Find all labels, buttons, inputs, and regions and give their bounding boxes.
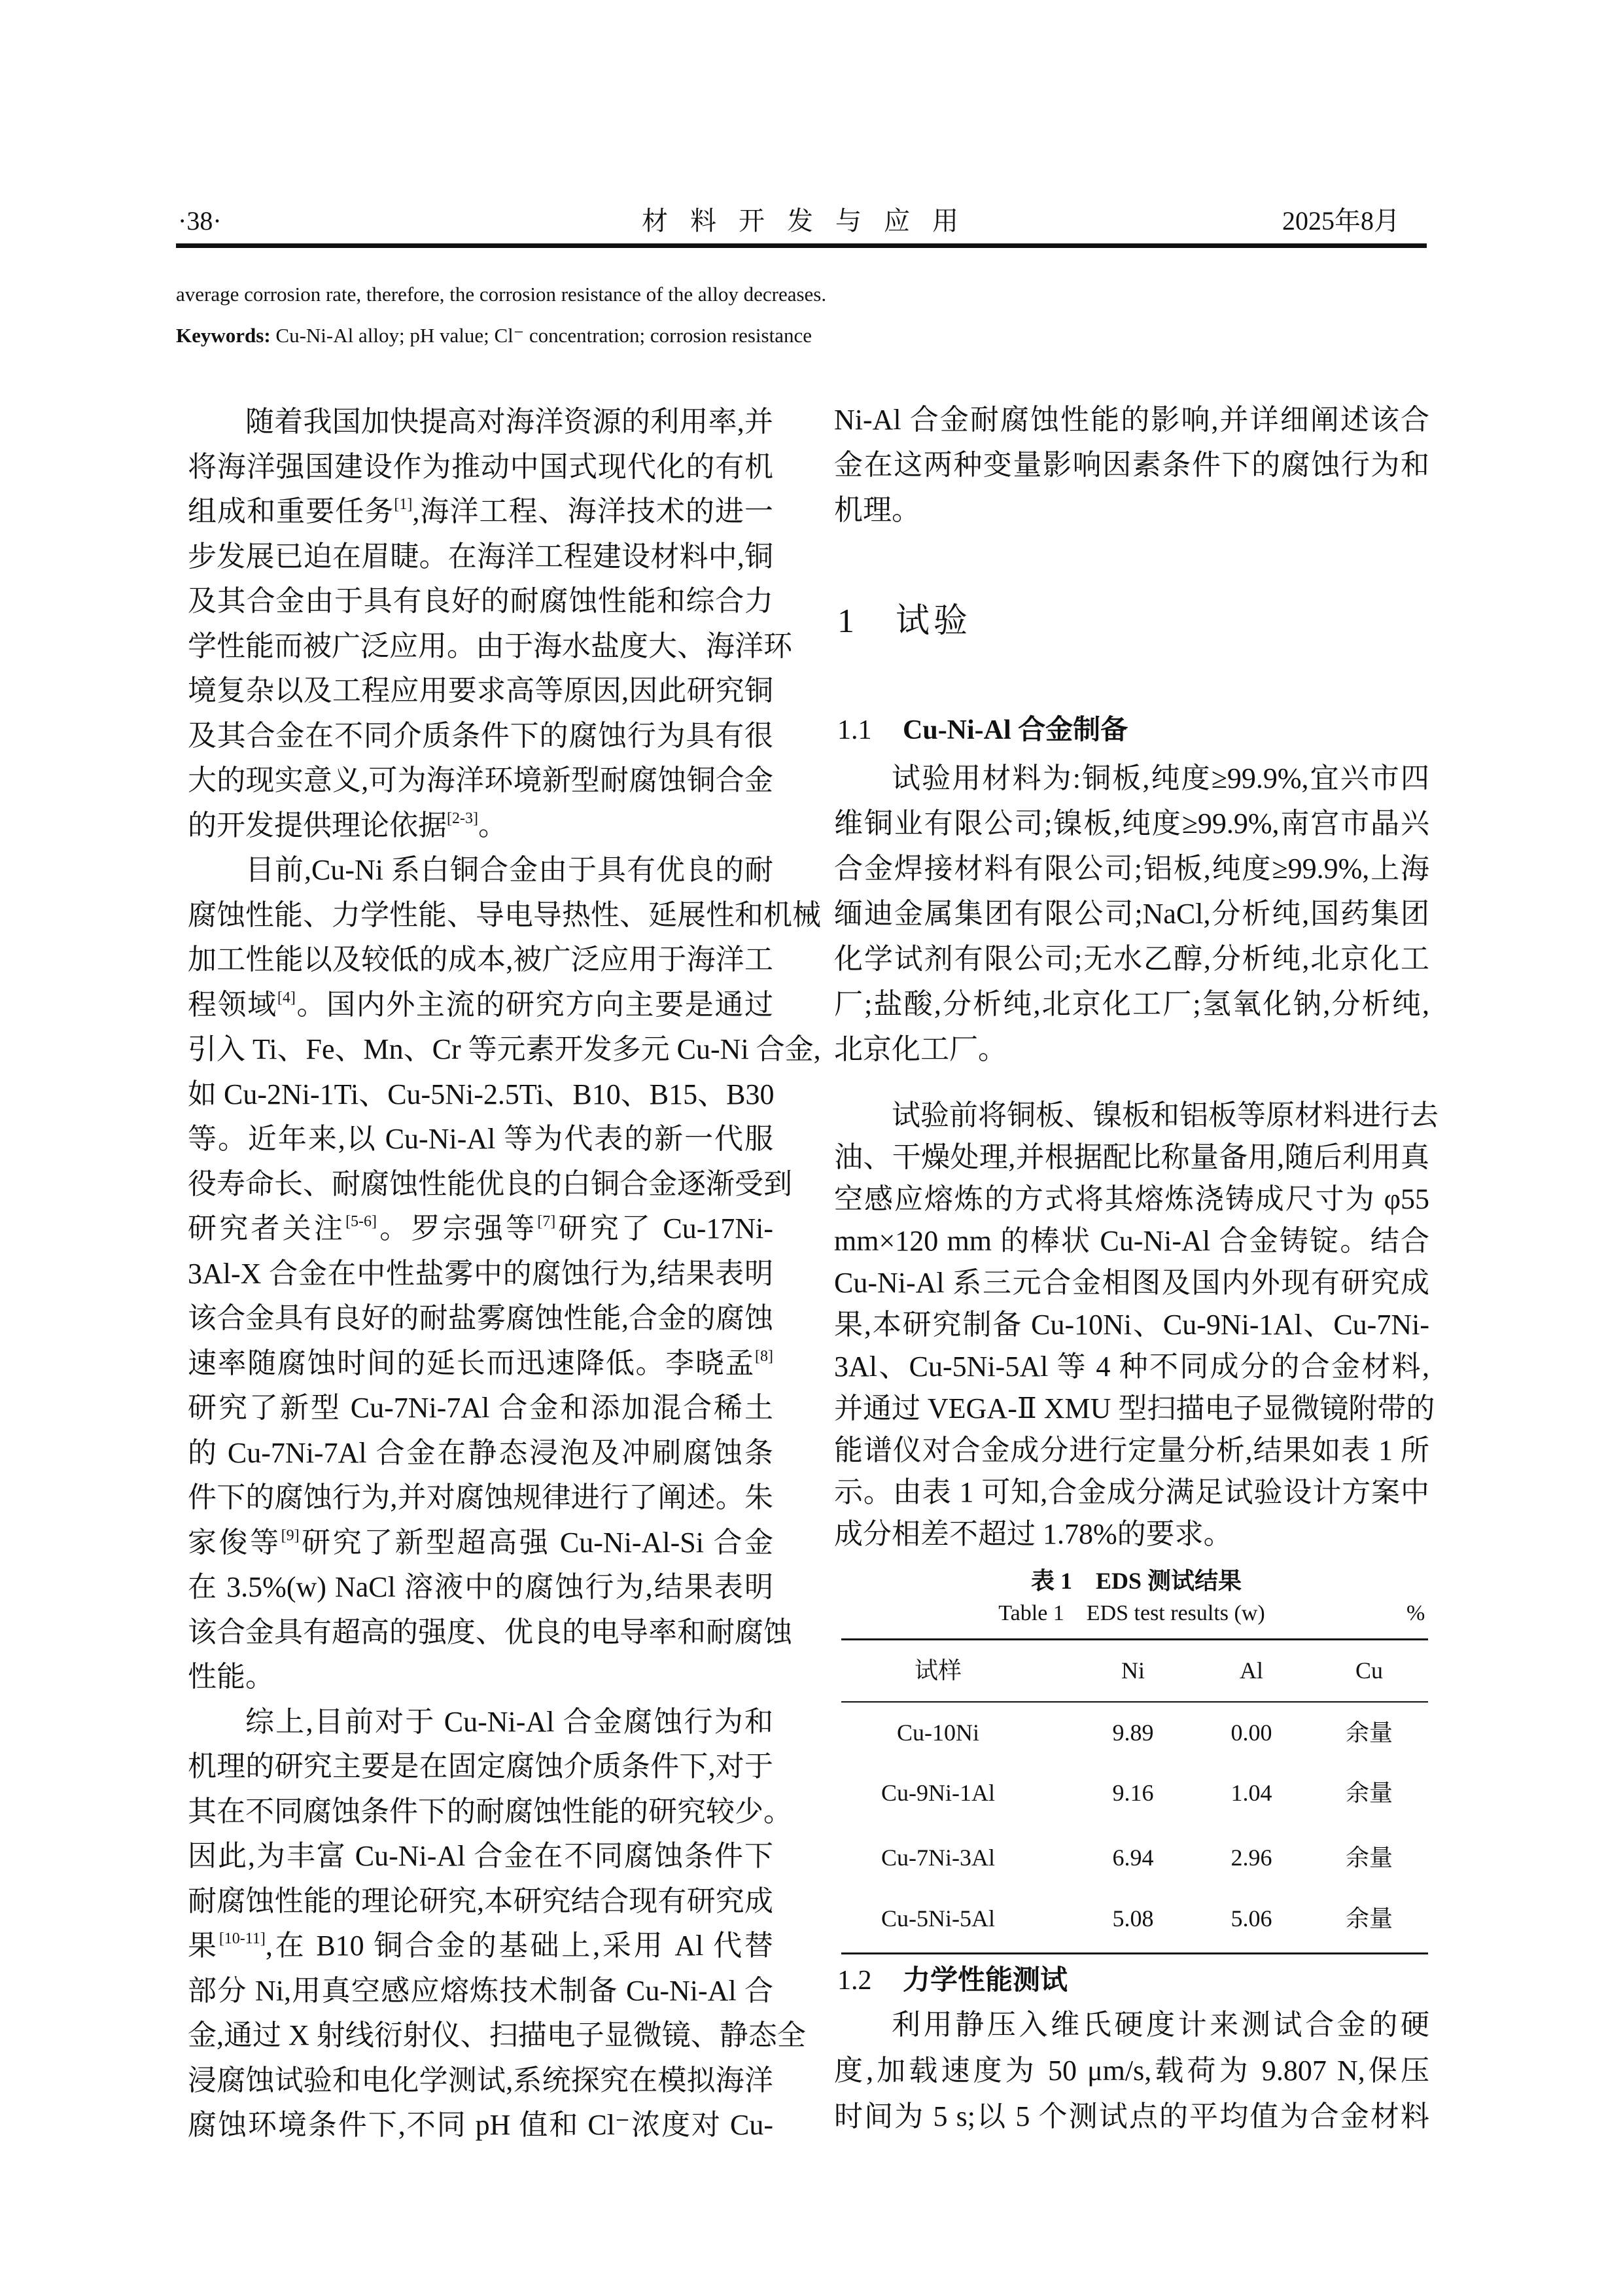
text-run: 加工性能以及较低的成本,被广泛应用于海洋工 (188, 944, 773, 976)
text-line (834, 1225, 1429, 1258)
text-line (188, 1481, 773, 1514)
text-line (834, 1434, 1429, 1467)
section-title: 力学性能测试 (903, 1966, 1068, 1996)
text-run: 随着我国加快提高对海洋资源的利用率,并 (245, 406, 773, 438)
section-1-2-heading (837, 1961, 1068, 2000)
text-run: mm×120 mm 的棒状 Cu-Ni-Al 合金铸锭。结合 (834, 1225, 1429, 1257)
table-cell: 5.08 (1112, 1905, 1154, 1932)
text-line (834, 1141, 1429, 1174)
table-cell: Cu-10Ni (897, 1720, 979, 1746)
table-cell: 余量 (1345, 1780, 1393, 1806)
table-caption-en: Table 1 EDS test results (w) (998, 1601, 1265, 1625)
citation-ref: [5-6] (345, 1213, 377, 1230)
text-run: 役寿命长、耐腐蚀性能优良的白铜合金逐渐受到 (188, 1167, 792, 1200)
text-run: 综上,目前对于 Cu-Ni-Al 合金腐蚀行为和 (245, 1705, 773, 1738)
text-line (188, 629, 792, 663)
text-line (188, 1437, 773, 1470)
text-run: 时间为 5 s;以 5 个测试点的平均值为合金材料 (834, 2100, 1429, 2132)
table-header-cell: Cu (1355, 1657, 1384, 1684)
text-run: 机理的研究主要是在固定腐蚀介质条件下,对于 (188, 1750, 773, 1782)
text-line (834, 2100, 1429, 2133)
text-run: 利用静压入维氏硬度计来测试合金的硬 (892, 2009, 1429, 2041)
table-cell: 余量 (1345, 1905, 1393, 1932)
page-number: ·38· (178, 206, 222, 236)
text-line (188, 1167, 792, 1201)
table-header-cell: Al (1240, 1657, 1263, 1684)
text-run: 程领域 (188, 988, 277, 1021)
text-line (834, 1518, 1429, 1551)
text-run: 等。近年来,以 Cu-Ni-Al 等为代表的新一代服 (188, 1123, 773, 1155)
table-bottom-rule (841, 1952, 1428, 1954)
keywords-label: Keywords: (176, 324, 271, 347)
text-run: 化学试剂有限公司;无水乙醇,分析纯,北京化工 (834, 943, 1429, 975)
text-line (188, 1123, 773, 1156)
text-line (188, 540, 773, 573)
text-run: 件下的腐蚀行为,并对腐蚀规律进行了阐述。朱 (188, 1481, 773, 1513)
text-line (188, 720, 773, 752)
text-run: 3Al-X 合金在中性盐雾中的腐蚀行为,结果表明 (188, 1257, 773, 1290)
text-run: 速率随腐蚀时间的延长而迅速降低。李晓孟 (188, 1347, 756, 1379)
section-title: Cu-Ni-Al 合金制备 (903, 715, 1128, 745)
text-line (188, 675, 773, 707)
text-run: 度,加载速度为 50 μm/s,载荷为 9.807 N,保压 (834, 2055, 1429, 2087)
text-run: 学性能而被广泛应用。由于海水盐度大、海洋环 (188, 629, 792, 662)
text-line (188, 1527, 773, 1559)
text-run: 研究了 Cu-17Ni- (555, 1212, 774, 1245)
table-cell: 9.89 (1112, 1720, 1154, 1746)
citation-ref: [4] (277, 989, 296, 1006)
table-cell: 6.94 (1112, 1845, 1154, 1871)
table-unit: % (1406, 1601, 1425, 1625)
text-run: 金,通过 X 射线衍射仪、扫描电子显微镜、静态全 (188, 2019, 806, 2051)
text-run: 目前,Cu-Ni 系白铜合金由于具有优良的耐 (245, 854, 773, 886)
text-run: 研究了新型超高强 Cu-Ni-Al-Si 合金 (299, 1526, 774, 1559)
citation-ref: [9] (281, 1527, 300, 1544)
text-line (188, 451, 773, 484)
text-run: 引入 Ti、Fe、Mn、Cr 等元素开发多元 Cu-Ni 合金, (188, 1033, 821, 1065)
text-line (188, 1392, 773, 1424)
text-run: ,海洋工程、海洋技术的进一 (412, 495, 773, 527)
text-run: 及其合金由于具有良好的耐腐蚀性能和综合力 (188, 585, 773, 617)
section-1-1-heading (837, 711, 1128, 750)
text-line (834, 449, 1429, 482)
citation-ref: [10-11] (218, 1930, 266, 1947)
text-run: 腐蚀环境条件下,不同 pH 值和 Cl⁻浓度对 Cu- (188, 2109, 773, 2141)
text-run: 的 Cu-7Ni-7Al 合金在静态浸泡及冲刷腐蚀条 (188, 1436, 773, 1469)
abstract-tail: average corrosion rate, therefore, the corrosion resistance of the alloy decreases. (176, 283, 827, 306)
text-line (188, 1302, 773, 1335)
text-line (188, 2109, 773, 2142)
text-line (188, 1347, 773, 1380)
text-line (245, 406, 773, 438)
text-line (834, 1476, 1429, 1509)
text-line (834, 853, 1429, 885)
text-line (188, 1661, 773, 1693)
text-line (188, 764, 773, 797)
text-run: 缅迪金属集团有限公司;NaCl,分析纯,国药集团 (834, 898, 1429, 930)
citation-ref: [1] (394, 496, 413, 513)
text-line (188, 1885, 773, 1918)
text-line (188, 989, 773, 1021)
text-run: 试验用材料为:铜板,纯度≥99.9%,宜兴市四 (892, 762, 1429, 794)
keywords (176, 323, 812, 349)
text-line (188, 1930, 773, 1962)
text-line (188, 1840, 773, 1873)
text-line (834, 1392, 1435, 1425)
text-line (188, 1212, 773, 1245)
text-run: 示。由表 1 可知,合金成分满足试验设计方案中 (834, 1476, 1429, 1508)
table-cell: Cu-7Ni-3Al (881, 1845, 995, 1871)
text-run: 的开发提供理论依据 (188, 809, 447, 841)
text-run: 。国内外主流的研究方向主要是通过 (295, 988, 774, 1021)
text-line (188, 1616, 792, 1649)
text-line (188, 2064, 773, 2097)
text-run: 厂;盐酸,分析纯,北京化工厂;氢氧化钠,分析纯, (834, 988, 1429, 1020)
text-run: 油、干燥处理,并根据配比称量备用,随后利用真 (834, 1141, 1429, 1173)
table-header-cell: Ni (1121, 1657, 1145, 1684)
table-header-rule (841, 1701, 1428, 1703)
text-run: 成分相差不超过 1.78%的要求。 (834, 1518, 1232, 1550)
text-run: 研究了新型 Cu-7Ni-7Al 合金和添加混合稀土 (188, 1392, 773, 1424)
text-line (188, 495, 773, 528)
citation-ref: [2-3] (447, 809, 478, 827)
keywords-text: Cu-Ni-Al alloy; pH value; Cl⁻ concentration; corrosion resistance (270, 324, 812, 347)
table-cell: 2.96 (1230, 1845, 1272, 1871)
text-run: 其在不同腐蚀条件下的耐腐蚀性能的研究较少。 (188, 1795, 792, 1828)
text-run: 北京化工厂。 (834, 1033, 1007, 1065)
text-line (834, 404, 1429, 436)
text-run: 耐腐蚀性能的理论研究,本研究结合现有研究成 (188, 1884, 773, 1917)
table-caption-cn: 表 1 EDS 测试结果 (1030, 1568, 1242, 1594)
text-run: 能谱仪对合金成分进行定量分析,结果如表 1 所 (834, 1434, 1429, 1466)
text-run: 果 (188, 1930, 219, 1962)
text-run: 如 Cu-2Ni-1Ti、Cu-5Ni-2.5Ti、B10、B15、B30 (188, 1078, 775, 1110)
text-line (834, 988, 1429, 1021)
text-line (188, 1795, 792, 1828)
text-run: Ni-Al 合金耐腐蚀性能的影响,并详细阐述该合 (834, 404, 1429, 436)
text-line (892, 762, 1429, 795)
table-cell: 1.04 (1230, 1780, 1272, 1806)
text-run: 浸腐蚀试验和电化学测试,系统探究在模拟海洋 (188, 2064, 773, 2096)
section-number: 1 (837, 603, 854, 640)
text-line (834, 1267, 1429, 1299)
text-run: 维铜业有限公司;镍板,纯度≥99.9%,南宫市晶兴 (834, 807, 1429, 839)
text-run: 试验前将铜板、镍板和铝板等原材料进行去 (892, 1099, 1439, 1131)
text-run: 并通过 VEGA-Ⅱ XMU 型扫描电子显微镜附带的 (834, 1392, 1435, 1424)
text-run: ,在 B10 铜合金的基础上,采用 Al 代替 (265, 1930, 773, 1962)
text-line (245, 1706, 773, 1739)
text-run: 及其合金在不同介质条件下的腐蚀行为具有很 (188, 719, 773, 752)
text-line (188, 1750, 773, 1783)
text-line (188, 1975, 773, 2007)
text-run: 组成和重要任务 (188, 495, 394, 527)
text-run: 大的现实意义,可为海洋环境新型耐腐蚀铜合金 (188, 764, 773, 796)
text-run: 金在这两种变量影响因素条件下的腐蚀行为和 (834, 449, 1429, 481)
text-run: 境复杂以及工程应用要求高等原因,因此研究铜 (188, 675, 773, 707)
text-run: 部分 Ni,用真空感应熔炼技术制备 Cu-Ni-Al 合 (188, 1974, 773, 2007)
table-cell: 0.00 (1230, 1720, 1272, 1746)
text-line (188, 898, 821, 932)
text-run: Cu-Ni-Al 系三元合金相图及国内外现有研究成 (834, 1267, 1429, 1299)
text-run: 腐蚀性能、力学性能、导电导热性、延展性和机械 (188, 898, 821, 931)
text-line (834, 898, 1429, 930)
text-run: 该合金具有良好的耐盐雾腐蚀性能,合金的腐蚀 (188, 1302, 773, 1334)
text-run: 3Al、Cu-5Ni-5Al 等 4 种不同成分的合金材料, (834, 1351, 1429, 1383)
section-number: 1.1 (837, 715, 872, 745)
text-run: 机理。 (834, 494, 920, 526)
text-line (834, 943, 1429, 976)
table-cell: Cu-9Ni-1Al (881, 1780, 995, 1806)
table-cell: 5.06 (1230, 1905, 1272, 1932)
text-line (188, 1078, 773, 1111)
section-number: 1.2 (837, 1966, 872, 1996)
table-cell: 9.16 (1112, 1780, 1154, 1806)
text-run: 研究者关注 (188, 1212, 346, 1245)
text-line (834, 1183, 1429, 1216)
text-line (188, 1033, 821, 1066)
text-line (188, 944, 773, 976)
text-run: 在 3.5%(w) NaCl 溶液中的腐蚀行为,结果表明 (188, 1571, 773, 1603)
section-1-heading (837, 599, 972, 645)
issue-date: 2025年8月 (1282, 206, 1400, 236)
text-line (188, 809, 773, 842)
section-title: 试验 (896, 603, 972, 640)
table-cell: 余量 (1345, 1845, 1393, 1871)
text-run: 。 (478, 809, 507, 841)
text-line (188, 1258, 773, 1290)
text-run: 步发展已迫在眉睫。在海洋工程建设材料中,铜 (188, 540, 773, 573)
text-run: 合金焊接材料有限公司;铝板,纯度≥99.9%,上海 (834, 853, 1429, 885)
text-run: 空感应熔炼的方式将其熔炼浇铸成尺寸为 φ55 (834, 1183, 1429, 1215)
text-line (834, 1351, 1429, 1383)
text-run: 家俊等 (188, 1526, 281, 1559)
header-rule (176, 243, 1427, 248)
text-run: 该合金具有超高的强度、优良的电导率和耐腐蚀 (188, 1616, 792, 1648)
text-line (892, 2009, 1429, 2041)
citation-ref: [7] (537, 1213, 556, 1230)
table-cell: 余量 (1345, 1720, 1393, 1746)
text-run: 性能。 (188, 1661, 274, 1693)
text-line (188, 1571, 773, 1604)
text-line (892, 1099, 1439, 1132)
text-line (188, 585, 773, 618)
text-line (834, 494, 1429, 527)
table-header-cell: 试样 (914, 1657, 962, 1684)
table-top-rule (841, 1638, 1428, 1640)
text-run: 因此,为丰富 Cu-Ni-Al 合金在不同腐蚀条件下 (188, 1840, 773, 1872)
text-run: 将海洋强国建设作为推动中国式现代化的有机 (188, 450, 773, 483)
text-line (834, 1033, 1429, 1066)
table-cell: Cu-5Ni-5Al (881, 1905, 995, 1932)
citation-ref: [8] (755, 1347, 773, 1365)
text-line (188, 2019, 806, 2052)
text-line (245, 854, 773, 887)
text-line (834, 2055, 1429, 2087)
text-line (834, 1309, 1429, 1341)
text-line (834, 807, 1429, 840)
text-run: 果,本研究制备 Cu-10Ni、Cu-9Ni-1Al、Cu-7Ni- (834, 1309, 1429, 1341)
text-run: 。罗宗强等 (377, 1212, 538, 1245)
journal-title: 材料开发与应用 (642, 206, 981, 236)
